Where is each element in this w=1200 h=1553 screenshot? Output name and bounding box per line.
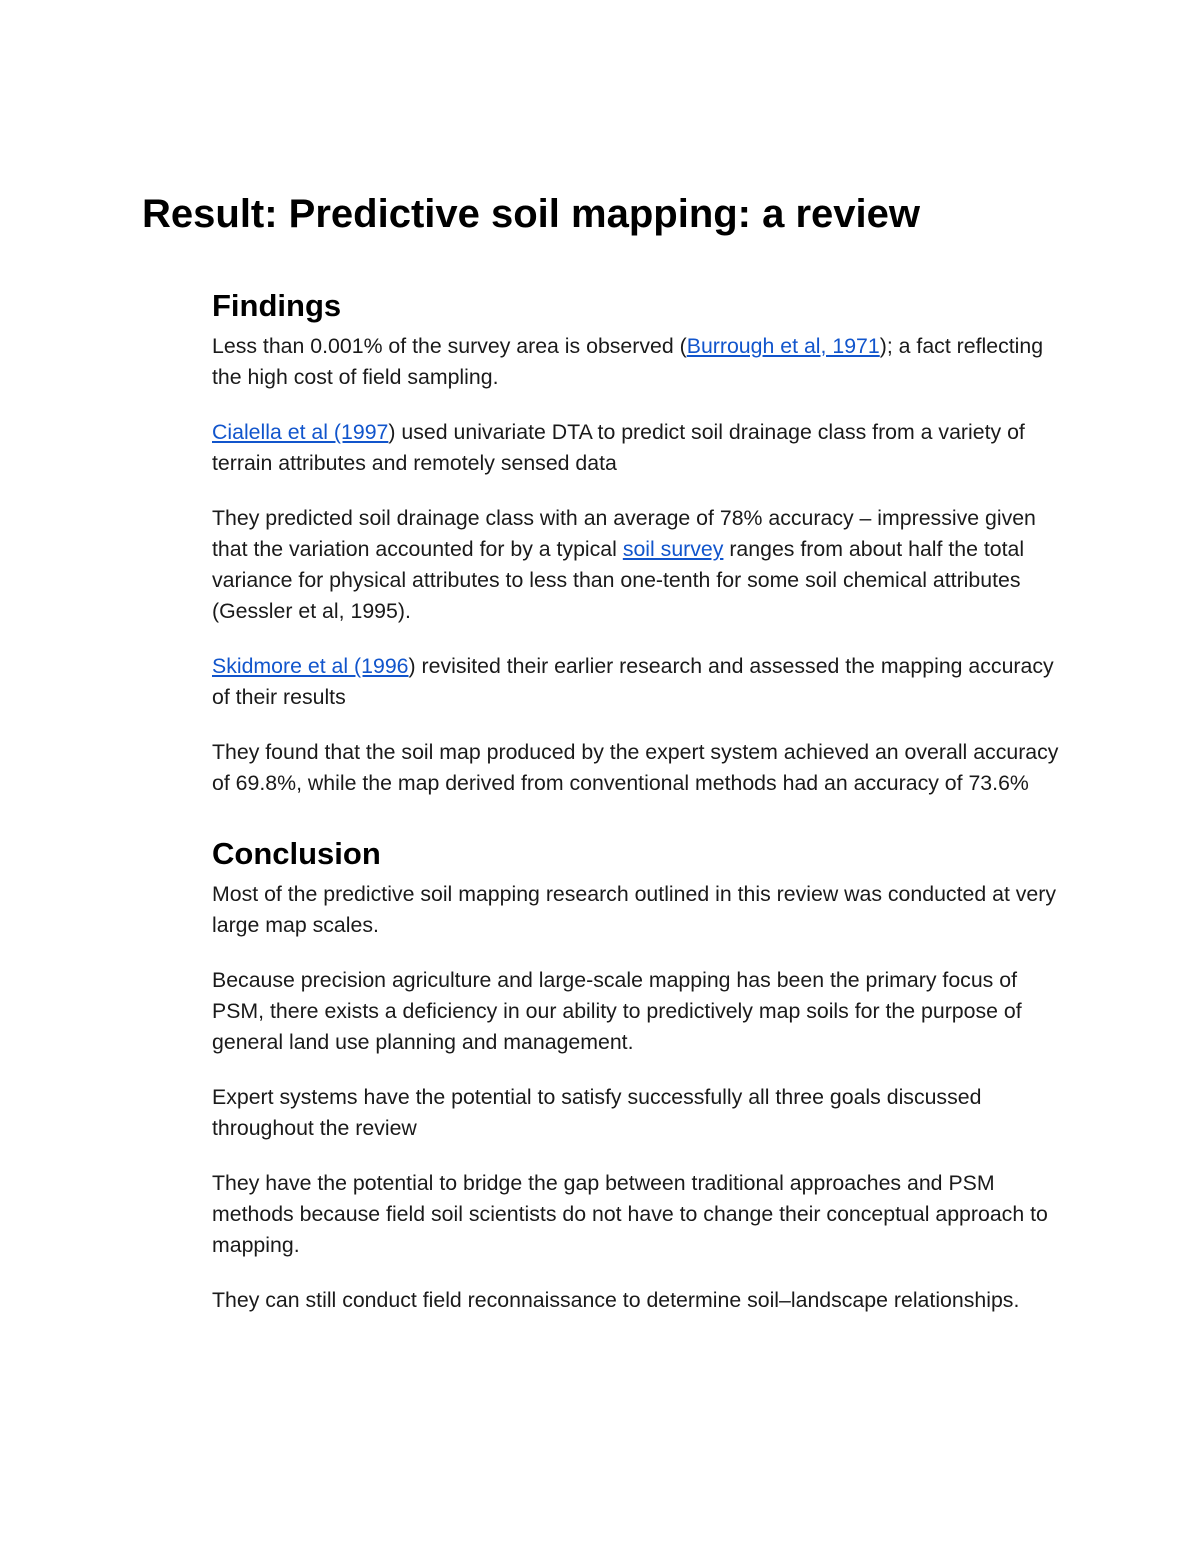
burrough-citation-link[interactable]: Burrough et al, 1971 <box>686 334 880 358</box>
findings-paragraph-1 <box>212 331 1072 393</box>
findings-p1-text-before: Less than 0.001% of the survey area is observed ( <box>212 334 687 358</box>
findings-heading: Findings <box>212 288 342 323</box>
findings-paragraph-3 <box>212 503 1072 627</box>
findings-paragraph-4 <box>212 651 1072 713</box>
conclusion-paragraph-1: Most of the predictive soil mapping research outlined in this review was conducted at very large map scales. <box>212 882 1057 937</box>
findings-p2-text-after: ) used univariate DTA to predict soil drainage class from a variety of terrain attributes and remotely sensed data <box>212 420 1025 475</box>
cialella-citation-link[interactable]: Cialella et al (1997 <box>212 420 389 444</box>
page-title: Result: Predictive soil mapping: a review <box>142 192 921 236</box>
conclusion-paragraph-5: They can still conduct field reconnaissance to determine soil–landscape relationships. <box>212 1288 1020 1312</box>
findings-p3-text-before: They predicted soil drainage class with an average of 78% accuracy – impressive given that the variation accounted for by a typical <box>212 506 1036 561</box>
conclusion-paragraph-3: Expert systems have the potential to satisfy successfully all three goals discussed throughout the review <box>212 1085 982 1140</box>
findings-p1-text-after: ); a fact reflecting the high cost of field sampling. <box>212 334 1044 389</box>
conclusion-paragraph-4: They have the potential to bridge the gap between traditional approaches and PSM methods because field soil scientists do not have to change their conceptual approach to mapping. <box>212 1171 1048 1257</box>
conclusion-heading: Conclusion <box>212 836 381 871</box>
findings-p3-text-after: ranges from about half the total variance for physical attributes to less than one-tenth for some soil chemical attributes (Gessler et al, 1995). <box>212 537 1025 623</box>
findings-paragraph-2 <box>212 417 1072 479</box>
conclusion-paragraph-2: Because precision agriculture and large-scale mapping has been the primary focus of PSM, there exists a deficiency in our ability to predictively map soils for the purpose of general land use planning and management. <box>212 968 1022 1054</box>
findings-p4-text-after: ) revisited their earlier research and assessed the mapping accuracy of their results <box>212 654 1054 709</box>
document-body <box>212 286 1072 1316</box>
skidmore-citation-link[interactable]: Skidmore et al (1996 <box>212 654 409 678</box>
findings-paragraph-5: They found that the soil map produced by the expert system achieved an overall accuracy of 69.8%, while the map derived from conventional methods had an accuracy of 73.6% <box>212 740 1059 795</box>
soil-survey-link[interactable]: soil survey <box>622 537 724 561</box>
